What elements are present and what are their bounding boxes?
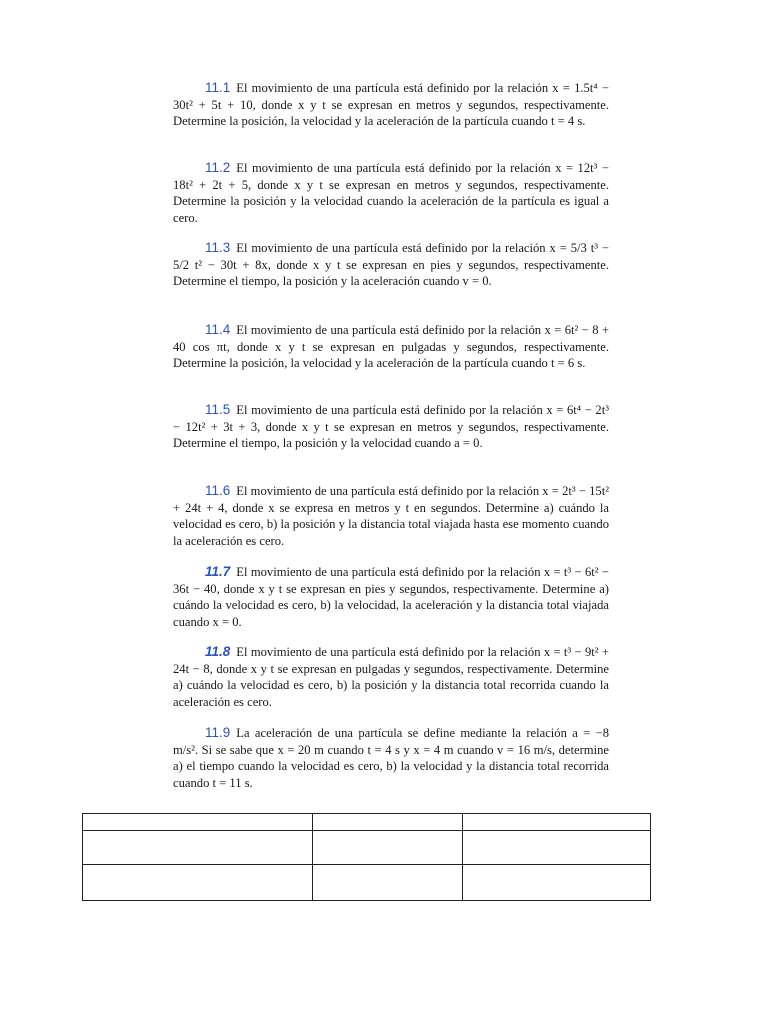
problem-text: La aceleración de una partícula se define mediante la relación a = −8 m/s². Si se sabe que x = 20 m cuando t = 4 s y x = 4 m cuando v = 16 m/s, determine a) el tiempo cuando la velocidad es cero, b) la velocidad y la distancia total recorrida cuando t = 11 s. xyxy=(173,726,609,790)
problem-11-2 xyxy=(173,160,609,226)
problem-number: 11.2 xyxy=(205,160,231,175)
table-cell xyxy=(83,831,313,865)
table-cell xyxy=(463,831,651,865)
problem-11-1 xyxy=(173,80,609,130)
problem-text: El movimiento de una partícula está definido por la relación x = 5/3 t³ − 5/2 t² − 30t + 8x, donde x y t se expresan en pies y segundos, respectivamente. Determine el tiempo, la posición y la aceleración cuando v = 0. xyxy=(173,241,609,288)
problem-text: El movimiento de una partícula está definido por la relación x = t³ − 9t² + 24t − 8, donde x y t se expresan en pulgadas y segundos, respectivamente. Determine a) cuándo la velocidad es cero, b) la posición y la distancia total recorrida cuando la aceleración es cero. xyxy=(173,645,609,709)
problem-text: El movimiento de una partícula está definido por la relación x = 2t³ − 15t² + 24t + 4, donde x se expresa en metros y t en segundos. Determine a) cuándo la velocidad es cero, b) la posición y la distancia total viajada hasta ese momento cuando la aceleración es cero. xyxy=(173,484,609,548)
problem-text: El movimiento de una partícula está definido por la relación x = 12t³ − 18t² + 2t + 5, donde x y t se expresan en metros y segundos, respectivamente. Determine la posición y la velocidad cuando la aceleración de la partícula es igual a cero. xyxy=(173,161,609,225)
problem-11-9 xyxy=(173,725,609,791)
problem-11-3 xyxy=(173,240,609,290)
table-cell xyxy=(313,831,463,865)
problem-number: 11.5 xyxy=(205,402,231,417)
problem-number: 11.6 xyxy=(205,483,231,498)
problem-number: 11.1 xyxy=(205,80,231,95)
answer-table xyxy=(82,813,651,901)
problem-number: 11.4 xyxy=(205,322,231,337)
table-cell xyxy=(463,814,651,831)
problem-11-5 xyxy=(173,402,609,452)
problem-11-6 xyxy=(173,483,609,549)
problem-text: El movimiento de una partícula está definido por la relación x = 6t⁴ − 2t³ − 12t² + 3t + 3, donde x y t se expresan en metros y segundos, respectivamente. Determine el tiempo, la posición y la velocidad cuando a = 0. xyxy=(173,403,609,450)
problem-text: El movimiento de una partícula está definido por la relación x = t³ − 6t² − 36t − 40, donde x y t se expresan en pies y segundos, respectivamente. Determine a) cuándo la velocidad es cero, b) la velocidad, la aceleración y la distancia total viajada cuando x = 0. xyxy=(173,565,609,629)
problem-11-7 xyxy=(173,564,609,630)
problem-number: 11.9 xyxy=(205,725,231,740)
table-cell xyxy=(313,865,463,901)
table-row xyxy=(83,814,651,831)
table-row xyxy=(83,831,651,865)
table-cell xyxy=(83,865,313,901)
problem-number: 11.3 xyxy=(205,240,231,255)
table-cell xyxy=(463,865,651,901)
problem-11-8 xyxy=(173,644,609,710)
problem-text: El movimiento de una partícula está definido por la relación x = 6t² − 8 + 40 cos πt, donde x y t se expresan en pulgadas y segundos, respectivamente. Determine la posición, la velocidad y la aceleración de la partícula cuando t = 6 s. xyxy=(173,323,609,370)
problem-text: El movimiento de una partícula está definido por la relación x = 1.5t⁴ − 30t² + 5t + 10, donde x y t se expresan en metros y segundos, respectivamente. Determine la posición, la velocidad y la aceleración de la partícula cuando t = 4 s. xyxy=(173,81,609,128)
problem-number: 11.7 xyxy=(205,564,231,579)
problem-11-4 xyxy=(173,322,609,372)
table-row xyxy=(83,865,651,901)
table-cell xyxy=(83,814,313,831)
table-cell xyxy=(313,814,463,831)
problem-number: 11.8 xyxy=(205,644,231,659)
